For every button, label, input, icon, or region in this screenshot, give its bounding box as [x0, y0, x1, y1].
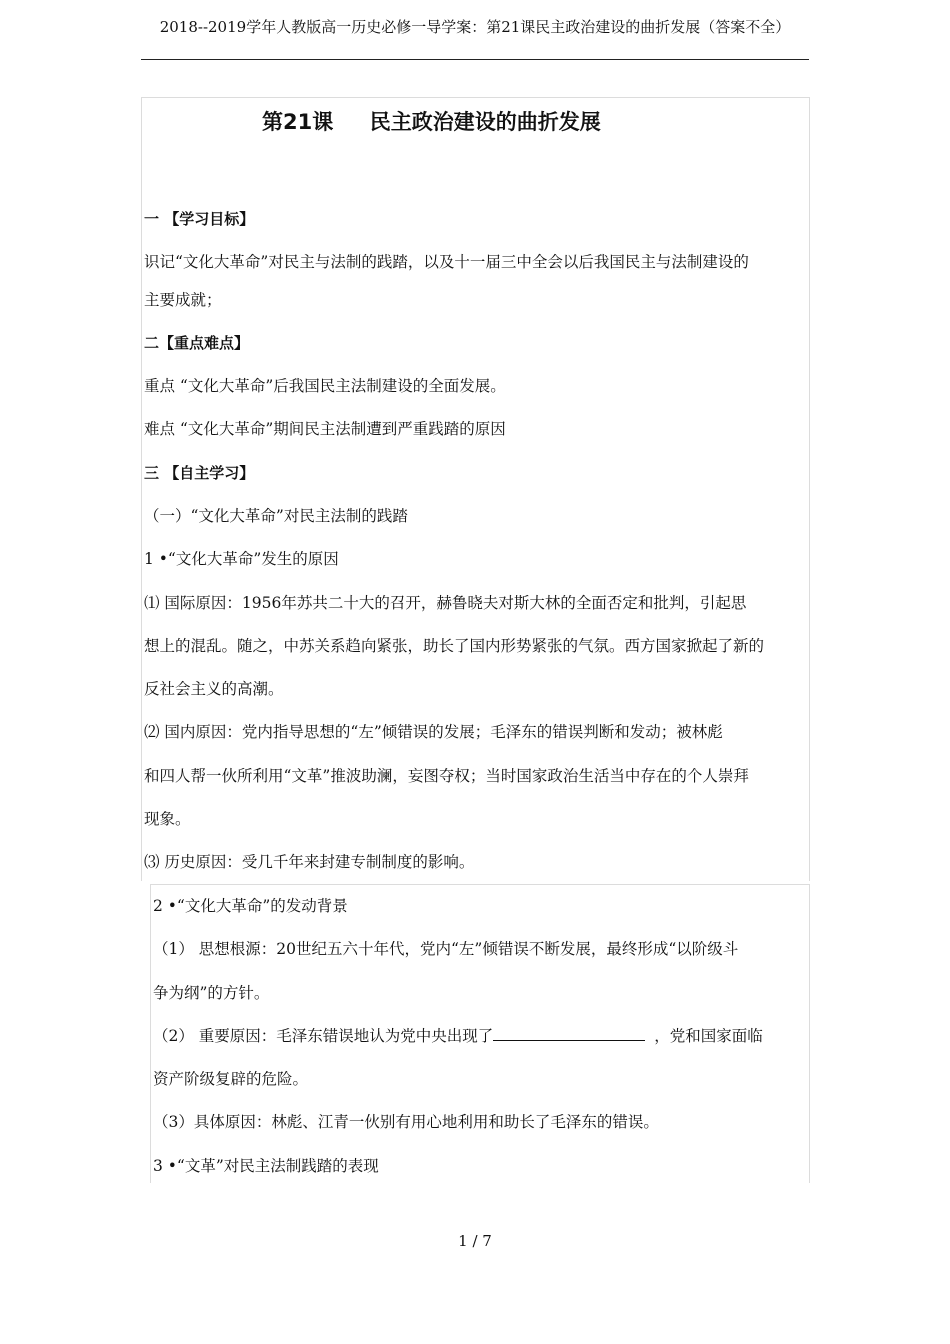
page-number: 1 / 7: [458, 1232, 492, 1250]
background-ideology-line-1: （1） 思想根源：20世纪五六十年代，党内“左”倾错误不断发展，最终形成“以阶级斗: [153, 940, 739, 958]
cause-international-line-2: 想上的混乱。随之，中苏关系趋向紧张，助长了国内形势紧张的气氛。西方国家掀起了新的: [144, 637, 765, 655]
cause-domestic-line-1: ⑵ 国内原因：党内指导思想的“左”倾错误的发展；毛泽东的错误判断和发动；被林彪: [144, 723, 723, 741]
cause-domestic-line-3: 现象。: [144, 810, 191, 828]
background-important-line-2: 资产阶级复辟的危险。: [153, 1070, 309, 1088]
key-point-text: 重点 “文化大革命”后我国民主法制建设的全面发展。: [144, 377, 506, 395]
objectives-text-line-1: 识记“文化大革命”对民主与法制的践踏，以及十一届三中全会以后我国民主与法制建设的: [144, 253, 749, 271]
running-header: 2018--2019学年人教版高一历史必修一导学案：第21课民主政治建设的曲折发展（答案不全）: [159, 18, 791, 36]
cause-international-line-3: 反社会主义的高潮。: [144, 680, 284, 698]
important-reason-prefix: （2） 重要原因：毛泽东错误地认为党中央出现了: [153, 1027, 494, 1045]
cause-international-line-1: ⑴ 国际原因：1956年苏共二十大的召开，赫鲁晓夫对斯大林的全面否定和批判，引起思: [144, 594, 747, 612]
important-reason-suffix: ，党和国家面临: [649, 1027, 763, 1045]
lesson-title: 第21课 民主政治建设的曲折发展: [262, 110, 601, 134]
background-ideology-line-2: 争为纲”的方针。: [153, 984, 270, 1002]
item-heading-2: 2 •“文化大革命”的发动背景: [153, 897, 348, 915]
objectives-text-line-2: 主要成就；: [144, 291, 222, 309]
background-important-line-1: [153, 1025, 763, 1047]
difficult-point-text: 难点 “文化大革命”期间民主法制遭到严重践踏的原因: [144, 420, 506, 438]
section-heading-key-points: 二【重点难点】: [144, 334, 250, 352]
item-heading-1: 1 •“文化大革命”发生的原因: [144, 550, 339, 568]
section-heading-self-study: 三 【自主学习】: [144, 464, 255, 482]
header-divider: [141, 59, 809, 60]
fill-in-blank[interactable]: [493, 1026, 645, 1041]
cause-historical-text: ⑶ 历史原因：受几千年来封建专制制度的影响。: [144, 853, 475, 871]
subsection-heading-1: （一）“文化大革命”对民主法制的践踏: [144, 507, 408, 525]
cause-domestic-line-2: 和四人帮一伙所利用“文革”推波助澜，妄图夺权；当时国家政治生活当中存在的个人崇拜: [144, 767, 749, 785]
background-specific-text: （3）具体原因：林彪、江青一伙别有用心地利用和助长了毛泽东的错误。: [153, 1113, 659, 1131]
item-heading-3: 3 •“文革”对民主法制践踏的表现: [153, 1157, 379, 1175]
section-heading-objectives: 一 【学习目标】: [144, 210, 255, 228]
